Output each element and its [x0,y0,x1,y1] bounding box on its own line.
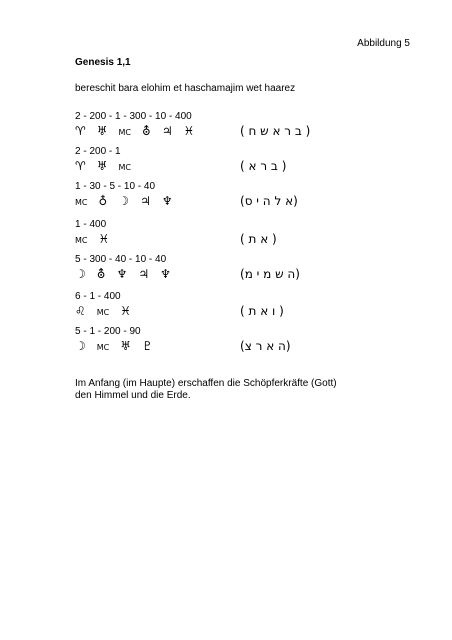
astro-symbol: ♅ [96,124,108,138]
closing-line: Im Anfang (im Haupte) erschaffen die Schöpferkräfte (Gott) [75,378,337,389]
document-title: Genesis 1,1 [75,57,131,68]
group-numbers: 1 - 400 [75,219,107,230]
group-numbers: 2 - 200 - 1 [75,146,121,157]
astro-symbol: MC [96,343,110,352]
astro-symbol: ♆ [160,267,171,281]
astro-symbol: ♇ [142,339,153,353]
astro-symbol: ☽ [118,194,130,208]
group-numbers: 1 - 30 - 5 - 10 - 40 [75,181,156,192]
hebrew-letters: (א ל ה י ס) [240,194,298,208]
hebrew-letters: ( ב ר א ) [240,159,287,173]
astro-symbol: ♆ [116,267,128,281]
group-symbols [75,159,142,173]
transliteration-line: bereschit bara elohim et haschamajim wet haarez [75,83,296,94]
astro-symbol: ♈ [75,124,86,138]
group-symbols [75,124,205,138]
astro-symbol: ☽ [75,267,86,281]
hebrew-letters: ( ו א ת ) [240,304,284,318]
astro-symbol: ⛢ [96,267,106,281]
astro-symbol: ♃ [161,124,173,138]
group-numbers: 2 - 200 - 1 - 300 - 10 - 400 [75,111,192,122]
astro-symbol: ♅ [120,339,132,353]
astro-symbol: ♅ [96,159,108,173]
astro-symbol: ♌ [75,304,86,318]
group-symbols [75,194,184,208]
group-symbols [75,267,182,281]
figure-label: Abbildung 5 [357,38,410,49]
astro-symbol: ⛢ [142,124,151,138]
hebrew-letters: (ה א ר צ) [240,339,291,353]
hebrew-letters: (ה ש מ י מ) [240,267,300,281]
group-numbers: 6 - 1 - 400 [75,291,121,302]
astro-symbol: MC [75,198,88,207]
group-symbols [75,232,120,246]
astro-symbol: MC [118,163,132,172]
group-numbers: 5 - 1 - 200 - 90 [75,326,141,337]
astro-symbol: ♆ [161,194,173,208]
closing-paragraph [75,378,337,402]
astro-symbol: ♓ [98,232,110,246]
astro-symbol: ♁ [98,194,108,208]
closing-line: den Himmel und die Erde. [75,390,191,401]
hebrew-letters: ( ב ר א ש ח ) [240,124,311,138]
hebrew-letters: ( א ת ) [240,232,277,246]
astro-symbol: MC [75,236,88,245]
group-numbers: 5 - 300 - 40 - 10 - 40 [75,254,167,265]
astro-symbol: ☽ [75,339,86,353]
astro-symbol: ♓ [183,124,195,138]
astro-symbol: ♈ [75,159,86,173]
astro-symbol: ♓ [120,304,132,318]
astro-symbol: MC [96,308,110,317]
astro-symbol: ♃ [138,267,150,281]
astro-symbol: MC [118,128,132,137]
group-symbols [75,304,142,318]
group-symbols [75,339,164,353]
astro-symbol: ♃ [140,194,151,208]
